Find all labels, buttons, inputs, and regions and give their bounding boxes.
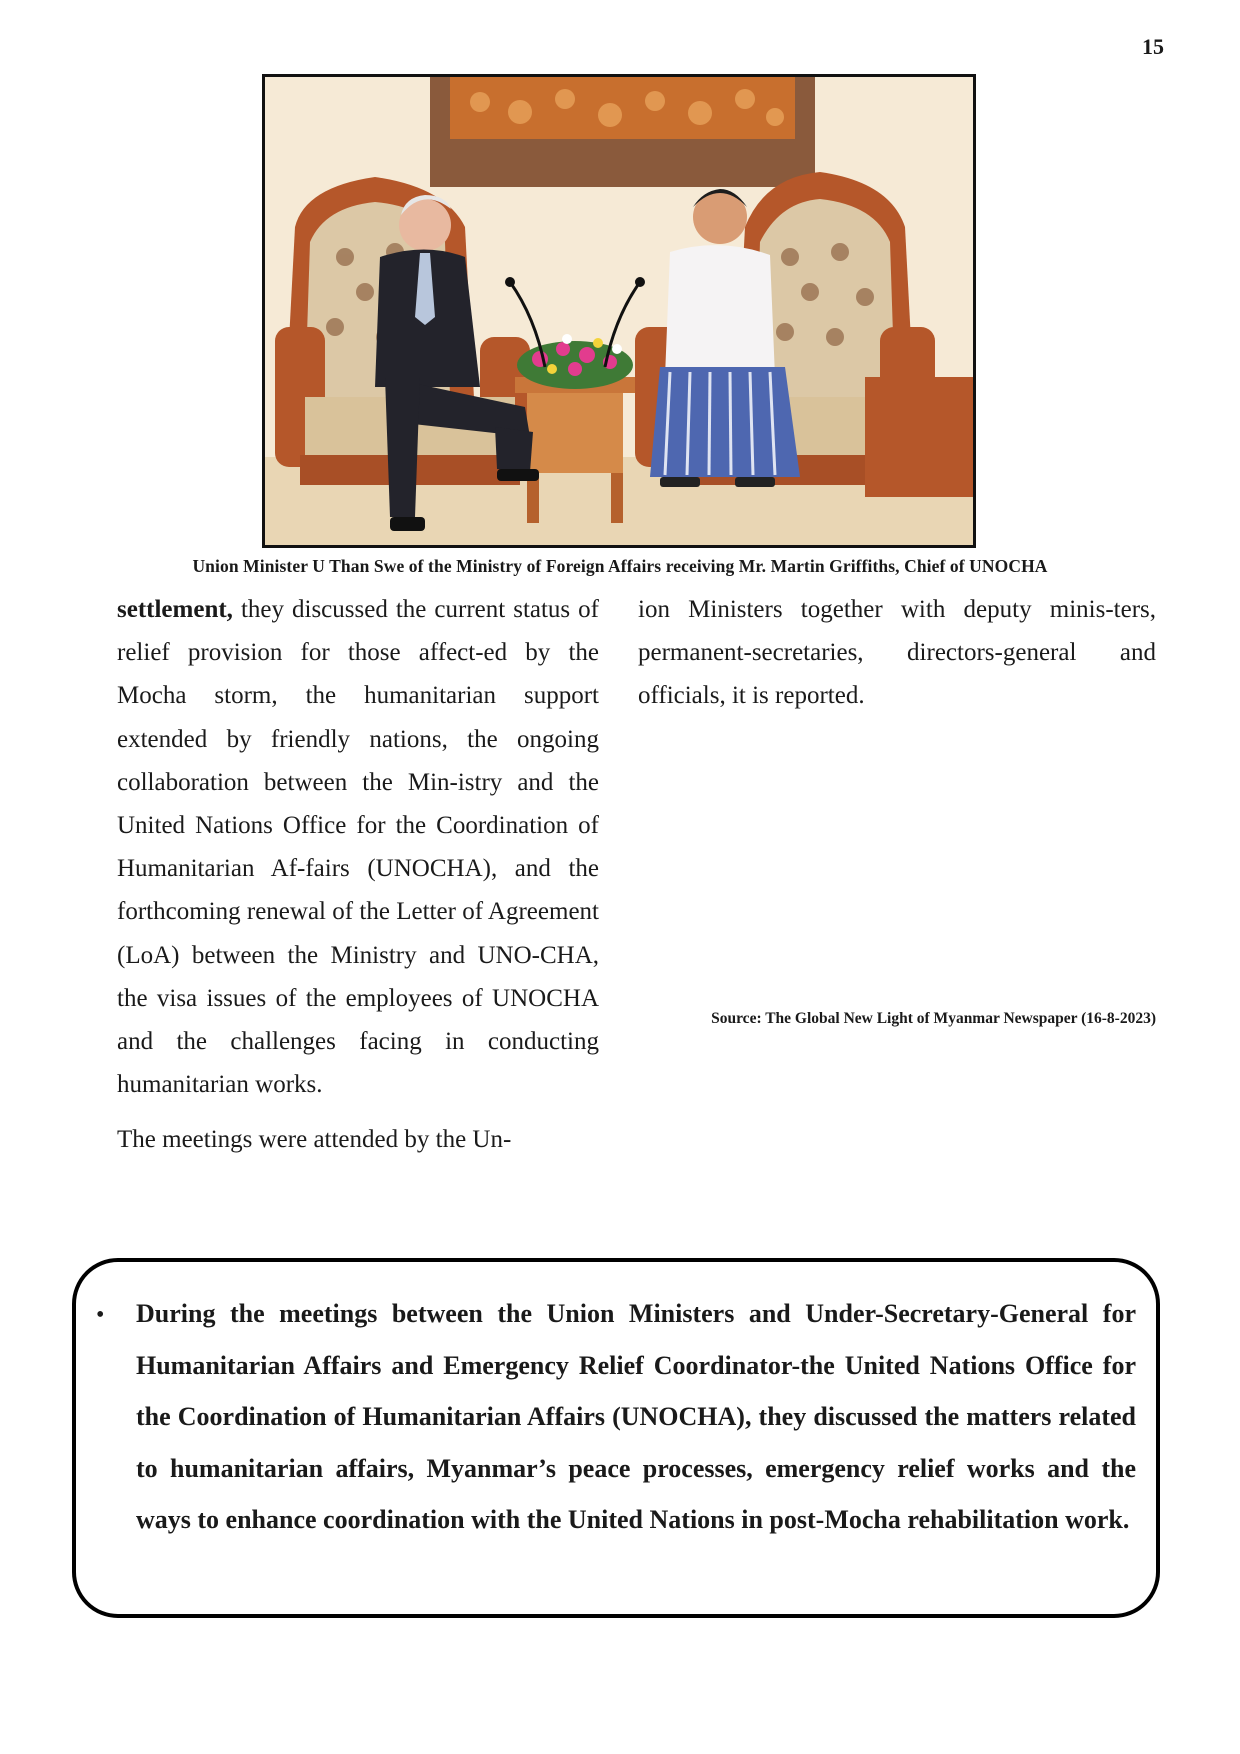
- article-column-left: [117, 588, 599, 1162]
- photo-caption: Union Minister U Than Swe of the Ministry of Foreign Affairs receiving Mr. Martin Griffiths, Chief of UNOCHA: [192, 556, 1048, 576]
- source-credit: Source: The Global New Light of Myanmar Newspaper (16-8-2023): [711, 1010, 1156, 1027]
- page-number: 15: [1142, 34, 1164, 59]
- summary-text: During the meetings between the Union Ministers and Under-Secretary-General for Humanitarian Affairs and Emergency Relief Coordinator-the United Nations Office for the Coordination of Humanitarian Affairs (UNOCHA), they discussed the matters related to humanitarian affairs, Myanmar’s peace processes, emergency relief works and the ways to enhance coordination with the United Nations in post-Mocha rehabilitation work.: [136, 1299, 1136, 1535]
- article-paragraph-continuation: ion Ministers together with deputy minis-ters, permanent-secretaries, directors-general and officials, it is reported.: [638, 596, 1156, 710]
- article-paragraph-1: [117, 588, 599, 1106]
- paragraph-1-text: they discussed the current status of relief provision for those affect-ed by the Mocha storm, the humanitarian support extended by friendly nations, the ongoing collaboration between the Min-istry and the United Nations Office for the Coordination of Humanitarian Af-fairs (UNOCHA), and the forthcoming renewal of the Letter of Agreement (LoA) between the Ministry and UNO-CHA, the visa issues of the employees of UNOCHA and the challenges facing in conducting humanitarian works.: [117, 596, 599, 1099]
- bullet-icon: •: [96, 1302, 105, 1328]
- article-column-right: [638, 588, 1156, 718]
- news-photo: [262, 74, 976, 548]
- meeting-photo-illustration: [265, 77, 973, 545]
- article-paragraph-2: The meetings were attended by the Un-: [117, 1126, 512, 1154]
- lead-word: settlement,: [117, 596, 233, 623]
- summary-box: [72, 1258, 1160, 1618]
